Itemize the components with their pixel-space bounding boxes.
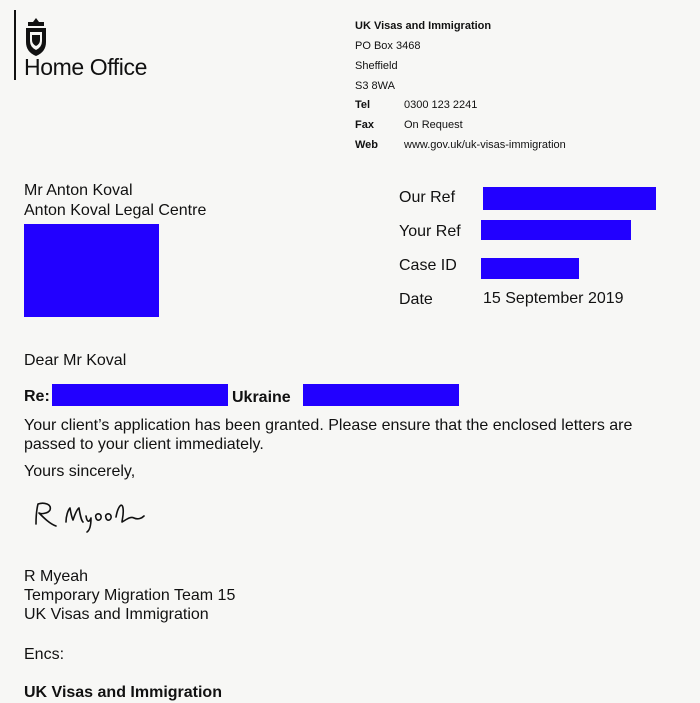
salutation: Dear Mr Koval xyxy=(24,352,127,369)
case-id-label: Case ID xyxy=(399,257,457,274)
recipient-name: Mr Anton Koval xyxy=(24,182,133,199)
redacted-our-ref xyxy=(483,187,656,210)
fax-value: On Request xyxy=(404,119,463,131)
tel-value: 0300 123 2241 xyxy=(404,99,478,111)
our-ref-label: Our Ref xyxy=(399,189,456,206)
re-country: Ukraine xyxy=(232,389,291,406)
footer-department: UK Visas and Immigration xyxy=(24,684,222,701)
enclosures-label: Encs: xyxy=(24,646,65,663)
sender-address-line: S3 8WA xyxy=(355,80,395,92)
signatory-name: R Myeah xyxy=(24,568,89,585)
web-label: Web xyxy=(355,139,379,151)
redacted-your-ref xyxy=(481,220,631,240)
home-office-logo-text: Home Office xyxy=(24,54,147,80)
re-label: Re: xyxy=(24,388,50,405)
redacted-client-reference xyxy=(303,384,459,406)
signatory-department: UK Visas and Immigration xyxy=(24,606,209,623)
closing: Yours sincerely, xyxy=(24,463,136,480)
sender-address-line: Sheffield xyxy=(355,60,398,72)
letter-date: 15 September 2019 xyxy=(483,290,624,307)
royal-crest-icon xyxy=(18,16,54,58)
redacted-client-name xyxy=(52,384,228,406)
handwritten-signature xyxy=(30,496,150,536)
body-text-line: passed to your client immediately. xyxy=(24,436,264,453)
date-label: Date xyxy=(399,291,433,308)
recipient-organisation: Anton Koval Legal Centre xyxy=(24,202,207,219)
sender-address-line: PO Box 3468 xyxy=(355,40,421,52)
web-value: www.gov.uk/uk-visas-immigration xyxy=(404,139,566,151)
redacted-recipient-address xyxy=(24,224,159,317)
tel-label: Tel xyxy=(355,99,371,111)
your-ref-label: Your Ref xyxy=(399,223,461,240)
body-text-line: Your client’s application has been granted. Please ensure that the enclosed letters are xyxy=(24,417,633,434)
signatory-team: Temporary Migration Team 15 xyxy=(24,587,236,604)
sender-name: UK Visas and Immigration xyxy=(355,20,492,32)
logo-divider xyxy=(14,10,16,80)
fax-label: Fax xyxy=(355,119,374,131)
redacted-case-id xyxy=(481,258,579,279)
